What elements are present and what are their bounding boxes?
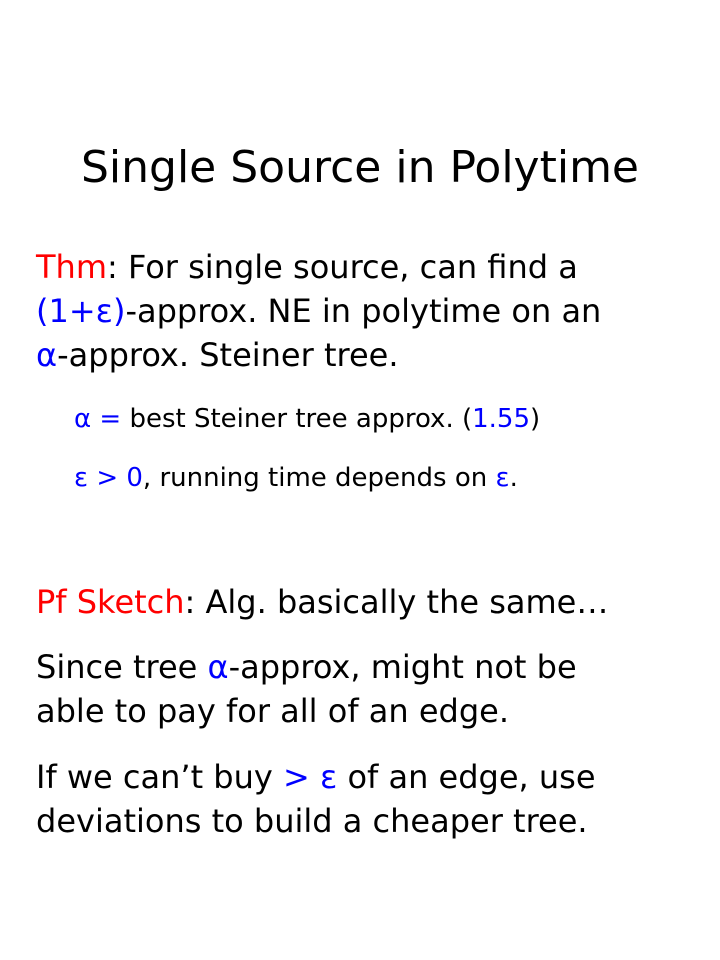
alpha-note-symbol: α = xyxy=(74,404,122,434)
ifwe-line-1-before: If we can’t buy xyxy=(36,758,283,796)
proof-paragraph xyxy=(36,580,706,624)
ifwe-epsilon-threshold: > ε xyxy=(282,758,338,796)
since-line-2: able to pay for all of an edge. xyxy=(36,692,509,730)
proof-label: Pf Sketch xyxy=(36,583,185,621)
since-paragraph xyxy=(36,645,706,733)
since-alpha-symbol: α xyxy=(207,648,229,686)
ifwe-line-1-after: of an edge, use xyxy=(337,758,596,796)
alpha-note-text: best Steiner tree approx. ( xyxy=(121,404,473,434)
proof-line xyxy=(36,580,706,624)
epsilon-note-symbol-2: ε xyxy=(495,463,510,493)
ifwe-line-2: deviations to build a cheaper tree. xyxy=(36,802,588,840)
since-line-1-before: Since tree xyxy=(36,648,208,686)
alpha-note xyxy=(74,401,540,437)
epsilon-note-symbol: ε > 0 xyxy=(74,463,143,493)
epsilon-note xyxy=(74,460,518,496)
ifwe-paragraph xyxy=(36,755,706,843)
alpha-note-close: ) xyxy=(530,404,541,434)
theorem-alpha-symbol: α xyxy=(36,336,58,374)
theorem-label: Thm xyxy=(36,248,107,286)
since-line-1-after: -approx, might not be xyxy=(228,648,577,686)
proof-text: : Alg. basically the same… xyxy=(184,583,609,621)
slide-title: Single Source in Polytime xyxy=(80,142,639,193)
theorem-line-2 xyxy=(36,289,706,333)
theorem-line-3 xyxy=(36,333,706,377)
epsilon-note-period: . xyxy=(509,463,518,493)
alpha-note-value: 1.55 xyxy=(472,404,531,434)
theorem-line-3-text: -approx. Steiner tree. xyxy=(57,336,399,374)
since-line-1 xyxy=(36,645,706,689)
theorem-paragraph xyxy=(36,245,706,377)
theorem-line-1 xyxy=(36,245,706,289)
ifwe-line-1 xyxy=(36,755,706,799)
theorem-line-2-text: -approx. NE in polytime on an xyxy=(125,292,602,330)
theorem-approx-factor: (1+ε) xyxy=(36,292,126,330)
theorem-line-1-text: : For single source, can find a xyxy=(107,248,578,286)
epsilon-note-text: , running time depends on xyxy=(142,463,496,493)
